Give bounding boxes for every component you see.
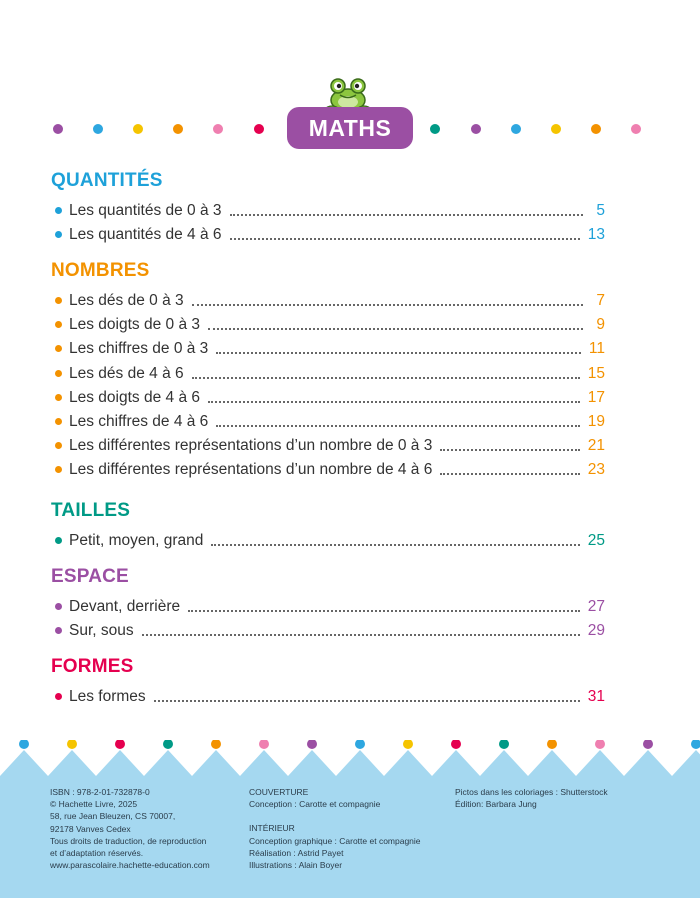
decorative-dot — [691, 740, 700, 749]
toc-page-number: 15 — [587, 364, 605, 382]
decorative-dot — [403, 740, 413, 749]
section-title: NOMBRES — [51, 260, 150, 281]
bullet-icon — [55, 537, 62, 544]
pictos-credit: Pictos dans les coloriages : Shutterstock — [455, 787, 608, 797]
decorative-dot — [355, 740, 365, 749]
decorative-dot — [115, 740, 125, 749]
dotted-leader — [440, 449, 579, 451]
dotted-leader — [230, 238, 580, 240]
bullet-icon — [55, 394, 62, 401]
toc-entry-label: Les doigts de 4 à 6 — [69, 388, 200, 406]
section-title: FORMES — [51, 656, 134, 677]
decorative-dot — [93, 124, 103, 134]
website-link[interactable]: www.parascolaire.hachette-education.com — [50, 860, 210, 871]
bullet-icon — [55, 603, 62, 610]
decorative-dot — [471, 124, 481, 134]
decorative-dot — [430, 124, 440, 134]
toc-entry-label: Les dés de 0 à 3 — [69, 292, 184, 309]
toc-entry[interactable] — [55, 198, 605, 220]
dotted-leader — [154, 700, 580, 702]
toc-entry[interactable] — [55, 361, 605, 383]
cover-heading: COUVERTURE — [249, 787, 309, 797]
decorative-dot — [67, 740, 77, 749]
footer-edition-column — [455, 786, 608, 810]
page-title: MATHS — [287, 107, 413, 149]
footer-legal-column — [50, 786, 210, 871]
dotted-leader — [188, 610, 580, 612]
decorative-dot — [499, 740, 509, 749]
toc-page-number: 19 — [587, 413, 605, 430]
toc-entry[interactable] — [55, 618, 605, 640]
decorative-dot — [595, 740, 605, 749]
toc-entry[interactable] — [55, 433, 605, 455]
toc-entry-label: Les chiffres de 4 à 6 — [69, 413, 209, 430]
bullet-icon — [55, 693, 62, 700]
decorative-dot — [173, 124, 183, 134]
decorative-dot — [213, 124, 223, 134]
toc-entry-label: Les chiffres de 0 à 3 — [69, 340, 209, 358]
toc-page-number: 29 — [587, 622, 605, 640]
dotted-leader — [440, 473, 579, 475]
toc-entry[interactable] — [55, 457, 605, 479]
toc-page-number: 27 — [587, 598, 605, 615]
interior-credit-design: Conception graphique : Carotte et compagnie — [249, 835, 421, 846]
bullet-icon — [55, 627, 62, 634]
toc-page-number: 5 — [596, 202, 605, 219]
dotted-leader — [192, 304, 583, 306]
decorative-dot — [631, 124, 641, 134]
interior-credit-illustrations: Illustrations : Alain Boyer — [249, 860, 343, 871]
toc-entry-label: Sur, sous — [69, 622, 134, 640]
decorative-dot — [451, 740, 461, 749]
toc-entry-label: Les doigts de 0 à 3 — [69, 316, 200, 334]
edition-credit: Édition: Barbara Jung — [455, 799, 537, 810]
interior-credit-production: Réalisation : Astrid Payet — [249, 847, 344, 858]
decorative-dot — [547, 740, 557, 749]
copyright-line: © Hachette Livre, 2025 — [50, 799, 138, 810]
decorative-dot — [19, 740, 29, 749]
toc-entry-label: Les différentes représentations d’un nombre de 0 à 3 — [69, 437, 433, 455]
section-title: QUANTITÉS — [51, 170, 163, 191]
toc-entry-label: Les différentes représentations d’un nombre de 4 à 6 — [69, 461, 433, 479]
interior-heading: INTÉRIEUR — [249, 823, 295, 834]
bullet-icon — [55, 442, 62, 449]
bullet-icon — [55, 418, 62, 425]
address-line-1: 58, rue Jean Bleuzen, CS 70007, — [50, 811, 176, 822]
bullet-icon — [55, 297, 62, 304]
toc-entry[interactable] — [55, 594, 605, 616]
bullet-icon — [55, 370, 62, 377]
toc-entry-label: Devant, derrière — [69, 598, 181, 615]
decorative-dot — [259, 740, 269, 749]
isbn-line: ISBN : 978-2-01-732878-0 — [50, 787, 150, 797]
footer-credits-column — [249, 786, 421, 871]
dotted-leader — [192, 377, 580, 379]
dotted-leader — [208, 401, 580, 403]
cover-credit: Conception : Carotte et compagnie — [249, 799, 381, 810]
toc-entry[interactable] — [55, 409, 605, 431]
toc-entry[interactable] — [55, 385, 605, 407]
toc-page-number: 9 — [596, 316, 605, 334]
bullet-icon — [55, 345, 62, 352]
decorative-dot — [591, 124, 601, 134]
toc-entry-label: Les quantités de 4 à 6 — [69, 226, 222, 244]
section-title: TAILLES — [51, 500, 131, 521]
decorative-dot — [211, 740, 221, 749]
toc-entry-label: Les formes — [69, 688, 146, 705]
decorative-dot — [163, 740, 173, 749]
dotted-leader — [216, 352, 581, 354]
toc-page-number: 25 — [587, 532, 605, 549]
decorative-dot — [643, 740, 653, 749]
address-line-2: 92178 Vanves Cedex — [50, 823, 131, 834]
rights-line-1: Tous droits de traduction, de reproduction — [50, 835, 207, 846]
rights-line-2: et d’adaptation réservés. — [50, 848, 144, 859]
bullet-icon — [55, 466, 62, 473]
dotted-leader — [208, 328, 583, 330]
decorative-dot — [307, 740, 317, 749]
toc-page-number: 17 — [587, 388, 605, 406]
toc-entry[interactable] — [55, 312, 605, 334]
toc-entry[interactable] — [55, 336, 605, 358]
toc-page-number: 13 — [587, 226, 605, 244]
dotted-leader — [230, 214, 583, 216]
toc-entry-label: Les quantités de 0 à 3 — [69, 202, 222, 219]
section-title: ESPACE — [51, 566, 129, 587]
bullet-icon — [55, 231, 62, 238]
dotted-leader — [211, 544, 579, 546]
toc-entry-label: Les dés de 4 à 6 — [69, 364, 184, 382]
toc-page-number: 23 — [587, 461, 605, 479]
decorative-dot — [53, 124, 63, 134]
toc-entry[interactable] — [55, 528, 605, 550]
dotted-leader — [142, 634, 580, 636]
toc-entry-label: Petit, moyen, grand — [69, 532, 204, 549]
toc-entry[interactable] — [55, 684, 605, 706]
toc-page-number: 31 — [587, 688, 605, 705]
decorative-dot — [511, 124, 521, 134]
toc-entry[interactable] — [55, 222, 605, 244]
dotted-leader — [216, 425, 579, 427]
decorative-dot — [551, 124, 561, 134]
toc-page-number: 7 — [596, 292, 605, 309]
bullet-icon — [55, 207, 62, 214]
decorative-dot — [133, 124, 143, 134]
toc-page-number: 21 — [587, 437, 605, 455]
bullet-icon — [55, 321, 62, 328]
toc-entry[interactable] — [55, 288, 605, 310]
decorative-dot — [254, 124, 264, 134]
toc-page-number: 11 — [588, 340, 605, 358]
